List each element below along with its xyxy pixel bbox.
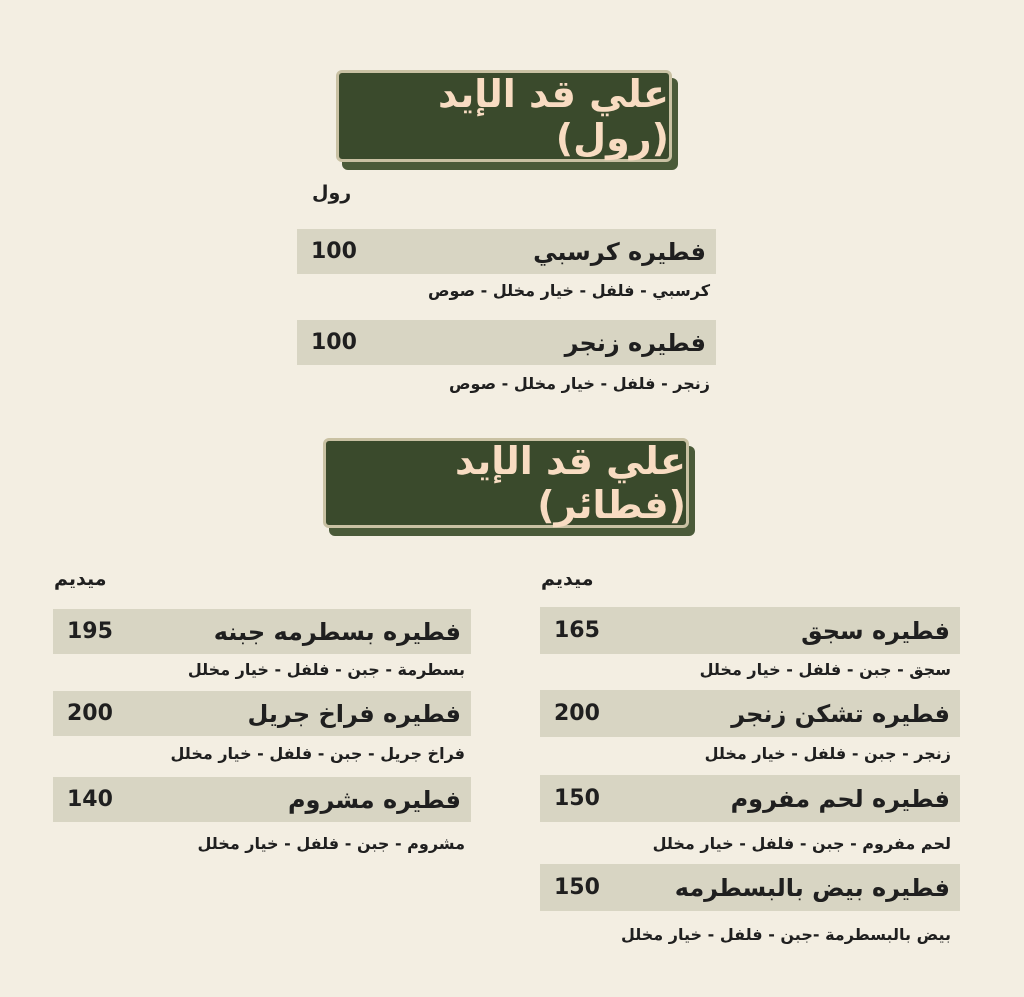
item-description: كرسبي - فلفل - خيار مخلل - صوص bbox=[428, 281, 710, 300]
item-description: سجق - جبن - فلفل - خيار مخلل bbox=[699, 660, 951, 679]
item-name: فطيره فراخ جريل bbox=[247, 699, 461, 728]
menu-item-zinger-roll bbox=[297, 320, 716, 365]
pies-banner-title: علي قد الإيد (فطائر) bbox=[323, 438, 689, 528]
item-name: فطيره زنجر bbox=[564, 328, 706, 357]
item-price: 200 bbox=[554, 701, 600, 726]
menu-item-egg-pastrami-pie bbox=[540, 864, 960, 911]
pies-left-size-label: ميديم bbox=[54, 568, 107, 590]
rolls-banner-title: علي قد الإيد (رول) bbox=[336, 70, 672, 162]
item-price: 100 bbox=[311, 239, 357, 264]
item-description: بسطرمة - جبن - فلفل - خيار مخلل bbox=[187, 660, 465, 679]
item-description: لحم مفروم - جبن - فلفل - خيار مخلل bbox=[652, 834, 951, 853]
item-price: 195 bbox=[67, 619, 113, 644]
menu-item-minced-meat-pie bbox=[540, 775, 960, 822]
item-name: فطيره سجق bbox=[801, 616, 950, 645]
menu-item-pastrami-cheese-pie bbox=[53, 609, 471, 654]
pies-right-size-label: ميديم bbox=[541, 568, 594, 590]
item-name: فطيره بيض بالبسطرمه bbox=[674, 873, 950, 902]
menu-item-chicken-zinger-pie bbox=[540, 690, 960, 737]
item-price: 100 bbox=[311, 330, 357, 355]
menu-item-sausage-pie bbox=[540, 607, 960, 654]
item-name: فطيره تشكن زنجر bbox=[731, 699, 950, 728]
item-name: فطيره لحم مفروم bbox=[730, 784, 950, 813]
item-price: 140 bbox=[67, 787, 113, 812]
item-description: مشروم - جبن - فلفل - خيار مخلل bbox=[197, 834, 465, 853]
pies-banner bbox=[323, 438, 699, 538]
item-description: زنجر - فلفل - خيار مخلل - صوص bbox=[449, 374, 710, 393]
item-description: بيض بالبسطرمة -جبن - فلفل - خيار مخلل bbox=[620, 925, 951, 944]
item-price: 150 bbox=[554, 875, 600, 900]
menu-item-grilled-chicken-pie bbox=[53, 691, 471, 736]
item-price: 165 bbox=[554, 618, 600, 643]
menu-item-mushroom-pie bbox=[53, 777, 471, 822]
item-name: فطيره كرسبي bbox=[533, 237, 706, 266]
menu-item-crispy-roll bbox=[297, 229, 716, 274]
item-price: 150 bbox=[554, 786, 600, 811]
item-price: 200 bbox=[67, 701, 113, 726]
item-description: زنجر - جبن - فلفل - خيار مخلل bbox=[704, 744, 951, 763]
rolls-size-label: رول bbox=[312, 182, 352, 204]
rolls-banner bbox=[336, 70, 682, 172]
item-description: فراخ جريل - جبن - فلفل - خيار مخلل bbox=[170, 744, 465, 763]
item-name: فطيره مشروم bbox=[287, 785, 461, 814]
item-name: فطيره بسطرمه جبنه bbox=[213, 617, 461, 646]
